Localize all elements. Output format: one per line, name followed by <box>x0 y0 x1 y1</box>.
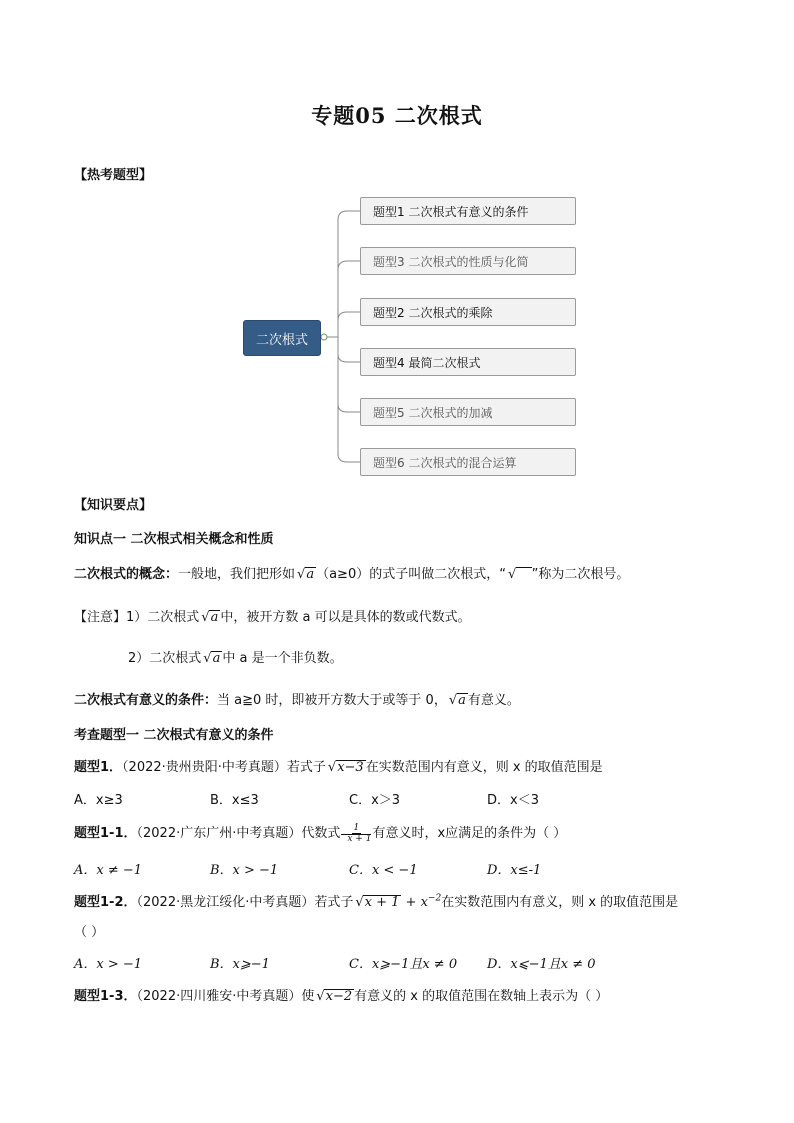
mindmap-item-4: 题型4 最简二次根式 <box>360 348 576 376</box>
fraction-expression: $\frac{1}{x + 1}$ <box>341 824 371 844</box>
knowledge-point-1: 知识点一 二次根式相关概念和性质 <box>74 532 274 547</box>
concept-line: 二次根式的概念：一般地，我们把形如√ a （a≥0）的式子叫做二次根式，“√ ”称为二次根号。 <box>74 563 629 582</box>
sqrt-symbol <box>516 567 532 582</box>
page-title: 专题05 二次根式 <box>311 103 483 128</box>
sqrt-expression: √ a <box>211 651 222 666</box>
q1-2-option-b: B．x⩾−1 <box>210 957 270 972</box>
question-1-1: 题型1-1．（2022·广东广州·中考真题）代数式 $\frac{1}{x + 1}$ 有意义时，x应满足的条件为（ ） <box>74 822 567 844</box>
q1-2-option-d: D．x⩽−1且x ≠ 0 <box>487 957 596 972</box>
question-1: 题型1．（2022·贵州贵阳·中考真题）若式子√ x−3 在实数范围内有意义，则 x 的取值范围是 <box>74 756 603 775</box>
sqrt-expression: √ x−3 <box>336 760 366 775</box>
q1-1-option-b: B．x > −1 <box>210 863 279 878</box>
q1-1-option-c: C．x < −1 <box>349 863 418 878</box>
question-1-3: 题型1-3．（2022·四川雅安·中考真题）使√ x−2 有意义的 x 的取值范围在数轴上表示为（ ） <box>74 985 608 1004</box>
q1-2-option-c: C．x⩾−1且x ≠ 0 <box>349 957 458 972</box>
note-1: 【注意】1）二次根式√ a 中，被开方数 a 可以是具体的数或代数式。 <box>74 606 471 625</box>
exam-type-1: 考查题型一 二次根式有意义的条件 <box>74 728 274 743</box>
section-knowledge: 【知识要点】 <box>74 498 153 513</box>
mindmap-item-2: 题型3 二次根式的性质与化简 <box>360 247 576 275</box>
sqrt-expression: √ x + 1 <box>363 895 401 910</box>
q1-2-option-a: A．x > −1 <box>74 957 143 972</box>
q1-option-b: B．x≤3 <box>210 793 259 808</box>
q1-option-c: C．x＞3 <box>349 793 401 808</box>
mindmap-item-1: 题型1 二次根式有意义的条件 <box>360 197 576 225</box>
question-1-2: 题型1-2．（2022·黑龙江绥化·中考真题）若式子√ $x + 1 + x^{-2}$在实数范围内有意义，则 x 的取值范围是 <box>74 891 678 910</box>
q1-option-d: D．x＜3 <box>487 793 539 808</box>
mindmap-root: 二次根式 <box>243 320 321 356</box>
sqrt-expression: √ a <box>305 567 316 582</box>
sqrt-expression: √ a <box>457 693 468 708</box>
sqrt-expression: √ x−2 <box>324 989 354 1004</box>
note-2: 2）二次根式√ a 中 a 是一个非负数。 <box>128 647 343 666</box>
q1-1-option-d: D．x≤-1 <box>487 863 542 878</box>
sqrt-expression: √ a <box>209 610 220 625</box>
q1-1-option-a: A．x ≠ −1 <box>74 863 143 878</box>
concept-label: 二次根式的概念： <box>74 567 179 582</box>
condition-line: 二次根式有意义的条件：当 a≧0 时，即被开方数大于或等于 0，√ a 有意义。 <box>74 689 520 708</box>
section-hot-types: 【热考题型】 <box>74 168 153 183</box>
mindmap-item-3: 题型2 二次根式的乘除 <box>360 298 576 326</box>
mindmap-item-5: 题型5 二次根式的加减 <box>360 398 576 426</box>
q1-2-blank: （ ） <box>74 925 105 940</box>
q1-option-a: A．x≥3 <box>74 793 123 808</box>
mindmap-item-6: 题型6 二次根式的混合运算 <box>360 448 576 476</box>
